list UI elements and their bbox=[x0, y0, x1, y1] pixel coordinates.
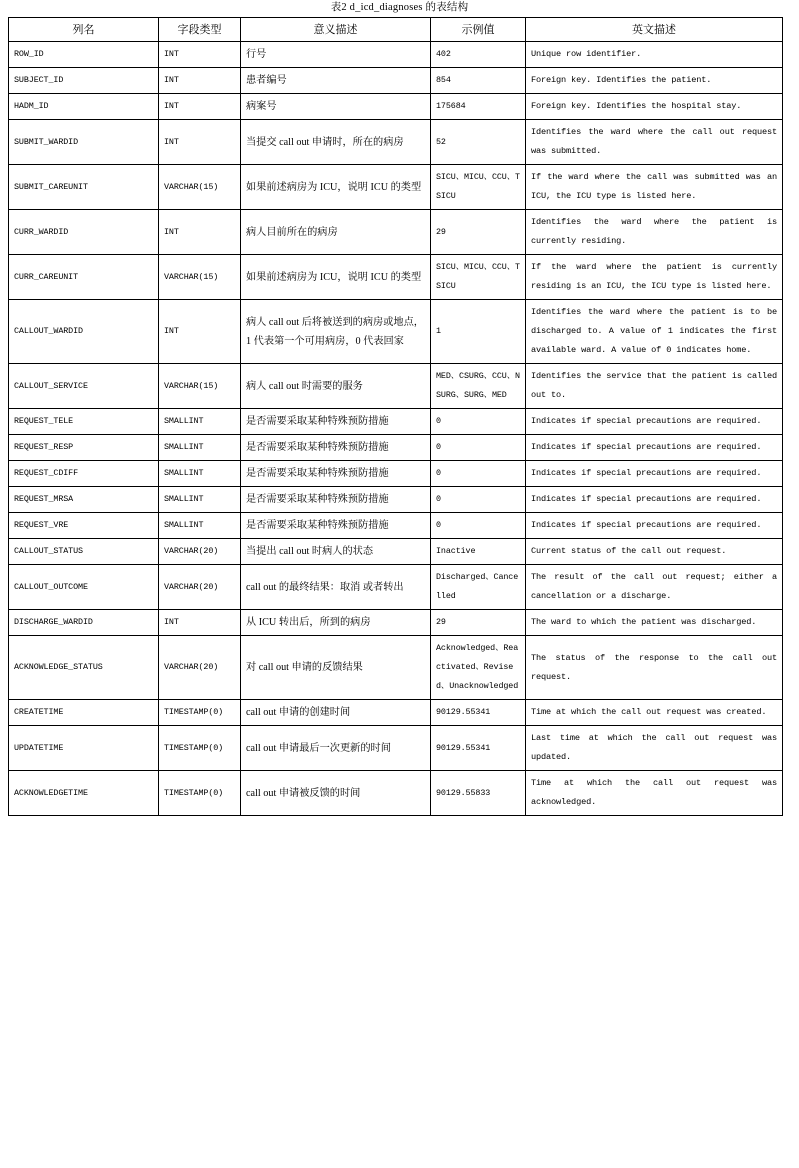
cell-field-type: INT bbox=[159, 210, 241, 255]
cell-meaning-desc: 是否需要采取某种特殊预防措施 bbox=[241, 409, 431, 435]
table-row bbox=[9, 364, 783, 409]
cell-english-desc: Foreign key. Identifies the patient. bbox=[526, 68, 783, 94]
cell-column-name: SUBMIT_WARDID bbox=[9, 120, 159, 165]
cell-example-value: Acknowledged、Reactivated、Revised、Unacknowledged bbox=[431, 636, 526, 700]
cell-meaning-desc: 患者编号 bbox=[241, 68, 431, 94]
table-header-row bbox=[9, 18, 783, 42]
table-header bbox=[9, 18, 783, 42]
cell-column-name: REQUEST_MRSA bbox=[9, 487, 159, 513]
cell-meaning-desc: 行号 bbox=[241, 42, 431, 68]
table-row bbox=[9, 539, 783, 565]
column-header-english: 英文描述 bbox=[526, 18, 783, 42]
cell-field-type: INT bbox=[159, 610, 241, 636]
cell-column-name: HADM_ID bbox=[9, 94, 159, 120]
cell-column-name: SUBJECT_ID bbox=[9, 68, 159, 94]
cell-example-value: 0 bbox=[431, 487, 526, 513]
cell-english-desc: Identifies the ward where the patient is to be discharged to. A value of 1 indicates the first available ward. A value of 0 indicates home. bbox=[526, 300, 783, 364]
cell-example-value: 854 bbox=[431, 68, 526, 94]
column-header-desc: 意义描述 bbox=[241, 18, 431, 42]
cell-example-value: 29 bbox=[431, 610, 526, 636]
cell-example-value: MED、CSURG、CCU、NSURG、SURG、MED bbox=[431, 364, 526, 409]
cell-english-desc: Indicates if special precautions are required. bbox=[526, 435, 783, 461]
cell-column-name: CALLOUT_WARDID bbox=[9, 300, 159, 364]
table-row bbox=[9, 210, 783, 255]
cell-english-desc: The ward to which the patient was discharged. bbox=[526, 610, 783, 636]
table-row bbox=[9, 94, 783, 120]
cell-example-value: 29 bbox=[431, 210, 526, 255]
table-row bbox=[9, 700, 783, 726]
cell-meaning-desc: call out 申请被反馈的时间 bbox=[241, 771, 431, 816]
cell-column-name: CALLOUT_STATUS bbox=[9, 539, 159, 565]
cell-english-desc: Indicates if special precautions are required. bbox=[526, 487, 783, 513]
cell-column-name: CURR_CAREUNIT bbox=[9, 255, 159, 300]
cell-example-value: 90129.55341 bbox=[431, 726, 526, 771]
cell-column-name: CREATETIME bbox=[9, 700, 159, 726]
cell-example-value: SICU、MICU、CCU、TSICU bbox=[431, 255, 526, 300]
table-row bbox=[9, 771, 783, 816]
cell-meaning-desc: 从 ICU 转出后，所到的病房 bbox=[241, 610, 431, 636]
table-row bbox=[9, 565, 783, 610]
table-row bbox=[9, 68, 783, 94]
table-row bbox=[9, 435, 783, 461]
cell-meaning-desc: 当提出 call out 时病人的状态 bbox=[241, 539, 431, 565]
cell-field-type: VARCHAR(20) bbox=[159, 565, 241, 610]
cell-column-name: REQUEST_VRE bbox=[9, 513, 159, 539]
cell-example-value: SICU、MICU、CCU、TSICU bbox=[431, 165, 526, 210]
table-row bbox=[9, 300, 783, 364]
cell-field-type: VARCHAR(15) bbox=[159, 364, 241, 409]
cell-english-desc: Indicates if special precautions are required. bbox=[526, 409, 783, 435]
cell-field-type: SMALLINT bbox=[159, 409, 241, 435]
cell-meaning-desc: 病人 call out 时需要的服务 bbox=[241, 364, 431, 409]
cell-field-type: VARCHAR(15) bbox=[159, 165, 241, 210]
cell-field-type: VARCHAR(20) bbox=[159, 636, 241, 700]
cell-field-type: SMALLINT bbox=[159, 513, 241, 539]
table-row bbox=[9, 461, 783, 487]
cell-example-value: 175684 bbox=[431, 94, 526, 120]
cell-english-desc: The status of the response to the call out request. bbox=[526, 636, 783, 700]
cell-english-desc: Indicates if special precautions are required. bbox=[526, 513, 783, 539]
cell-english-desc: Foreign key. Identifies the hospital stay. bbox=[526, 94, 783, 120]
table-row bbox=[9, 409, 783, 435]
cell-column-name: REQUEST_RESP bbox=[9, 435, 159, 461]
table-row bbox=[9, 255, 783, 300]
cell-example-value: 0 bbox=[431, 435, 526, 461]
cell-field-type: INT bbox=[159, 300, 241, 364]
cell-column-name: CALLOUT_SERVICE bbox=[9, 364, 159, 409]
table-caption: 表2 d_icd_diagnoses 的表结构 bbox=[330, 2, 469, 13]
cell-field-type: VARCHAR(15) bbox=[159, 255, 241, 300]
table-row bbox=[9, 120, 783, 165]
cell-english-desc: Last time at which the call out request was updated. bbox=[526, 726, 783, 771]
cell-field-type: INT bbox=[159, 94, 241, 120]
cell-column-name: CALLOUT_OUTCOME bbox=[9, 565, 159, 610]
table-row bbox=[9, 513, 783, 539]
cell-column-name: UPDATETIME bbox=[9, 726, 159, 771]
cell-field-type: TIMESTAMP(0) bbox=[159, 726, 241, 771]
cell-meaning-desc: call out 申请的创建时间 bbox=[241, 700, 431, 726]
cell-field-type: SMALLINT bbox=[159, 435, 241, 461]
cell-field-type: INT bbox=[159, 68, 241, 94]
table-row bbox=[9, 726, 783, 771]
cell-meaning-desc: 是否需要采取某种特殊预防措施 bbox=[241, 461, 431, 487]
cell-meaning-desc: call out 的最终结果：取消 或者转出 bbox=[241, 565, 431, 610]
cell-field-type: TIMESTAMP(0) bbox=[159, 700, 241, 726]
cell-english-desc: Unique row identifier. bbox=[526, 42, 783, 68]
cell-meaning-desc: 病人目前所在的病房 bbox=[241, 210, 431, 255]
cell-meaning-desc: 对 call out 申请的反馈结果 bbox=[241, 636, 431, 700]
cell-meaning-desc: 是否需要采取某种特殊预防措施 bbox=[241, 487, 431, 513]
cell-english-desc: Time at which the call out request was acknowledged. bbox=[526, 771, 783, 816]
cell-column-name: SUBMIT_CAREUNIT bbox=[9, 165, 159, 210]
cell-example-value: 0 bbox=[431, 513, 526, 539]
column-header-example: 示例值 bbox=[431, 18, 526, 42]
table-row bbox=[9, 42, 783, 68]
cell-column-name: ACKNOWLEDGE_STATUS bbox=[9, 636, 159, 700]
column-header-name: 列名 bbox=[9, 18, 159, 42]
cell-example-value: 402 bbox=[431, 42, 526, 68]
cell-english-desc: Identifies the ward where the patient is currently residing. bbox=[526, 210, 783, 255]
cell-english-desc: Time at which the call out request was created. bbox=[526, 700, 783, 726]
cell-english-desc: If the ward where the call was submitted was an ICU, the ICU type is listed here. bbox=[526, 165, 783, 210]
cell-meaning-desc: call out 申请最后一次更新的时间 bbox=[241, 726, 431, 771]
cell-meaning-desc: 病案号 bbox=[241, 94, 431, 120]
cell-meaning-desc: 是否需要采取某种特殊预防措施 bbox=[241, 513, 431, 539]
cell-column-name: DISCHARGE_WARDID bbox=[9, 610, 159, 636]
cell-example-value: Inactive bbox=[431, 539, 526, 565]
cell-example-value: 0 bbox=[431, 409, 526, 435]
cell-meaning-desc: 病人 call out 后将被送到的病房或地点，1 代表第一个可用病房，0 代表回家 bbox=[241, 300, 431, 364]
cell-english-desc: Current status of the call out request. bbox=[526, 539, 783, 565]
table-body bbox=[9, 42, 783, 816]
cell-field-type: SMALLINT bbox=[159, 461, 241, 487]
table-row bbox=[9, 487, 783, 513]
cell-column-name: REQUEST_CDIFF bbox=[9, 461, 159, 487]
cell-meaning-desc: 是否需要采取某种特殊预防措施 bbox=[241, 435, 431, 461]
table-structure bbox=[8, 17, 783, 816]
cell-field-type: INT bbox=[159, 120, 241, 165]
cell-field-type: VARCHAR(20) bbox=[159, 539, 241, 565]
cell-example-value: 90129.55341 bbox=[431, 700, 526, 726]
cell-field-type: INT bbox=[159, 42, 241, 68]
cell-meaning-desc: 如果前述病房为 ICU，说明 ICU 的类型 bbox=[241, 165, 431, 210]
cell-column-name: REQUEST_TELE bbox=[9, 409, 159, 435]
cell-example-value: 0 bbox=[431, 461, 526, 487]
cell-english-desc: If the ward where the patient is currently residing is an ICU, the ICU type is listed here. bbox=[526, 255, 783, 300]
cell-column-name: CURR_WARDID bbox=[9, 210, 159, 255]
cell-example-value: 1 bbox=[431, 300, 526, 364]
cell-meaning-desc: 当提交 call out 申请时，所在的病房 bbox=[241, 120, 431, 165]
cell-english-desc: Identifies the service that the patient is called out to. bbox=[526, 364, 783, 409]
cell-english-desc: Identifies the ward where the call out request was submitted. bbox=[526, 120, 783, 165]
cell-meaning-desc: 如果前述病房为 ICU，说明 ICU 的类型 bbox=[241, 255, 431, 300]
table-row bbox=[9, 165, 783, 210]
cell-column-name: ROW_ID bbox=[9, 42, 159, 68]
column-header-type: 字段类型 bbox=[159, 18, 241, 42]
table-row bbox=[9, 610, 783, 636]
cell-field-type: TIMESTAMP(0) bbox=[159, 771, 241, 816]
cell-field-type: SMALLINT bbox=[159, 487, 241, 513]
table-row bbox=[9, 636, 783, 700]
cell-example-value: 90129.55833 bbox=[431, 771, 526, 816]
cell-english-desc: The result of the call out request; either a cancellation or a discharge. bbox=[526, 565, 783, 610]
cell-column-name: ACKNOWLEDGETIME bbox=[9, 771, 159, 816]
cell-english-desc: Indicates if special precautions are required. bbox=[526, 461, 783, 487]
cell-example-value: Discharged、Cancelled bbox=[431, 565, 526, 610]
cell-example-value: 52 bbox=[431, 120, 526, 165]
